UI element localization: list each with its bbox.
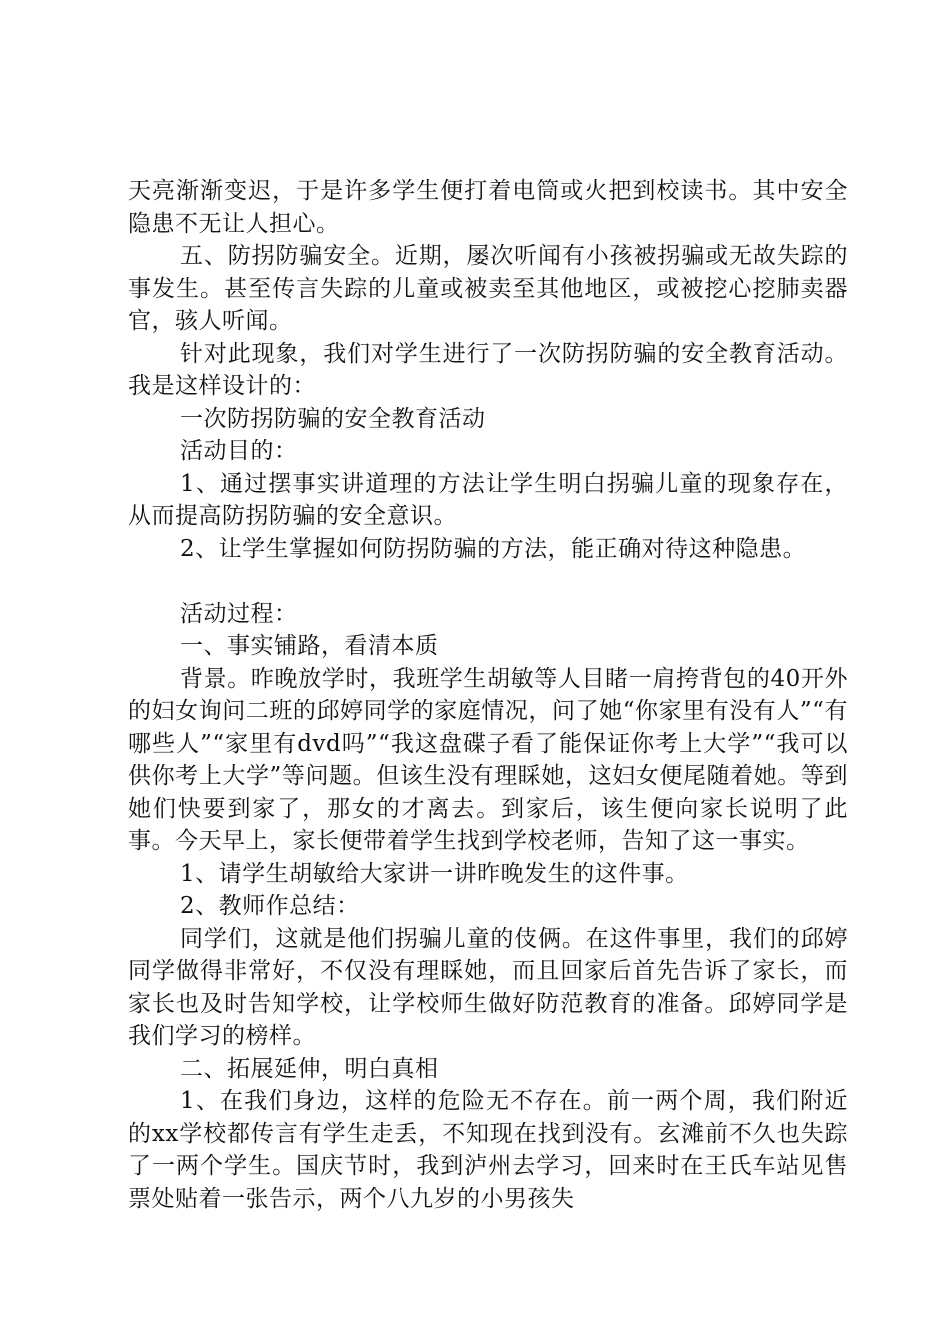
step-one-item-2: 2、教师作总结：	[180, 893, 360, 919]
step-one-heading: 一、事实铺路，看清本质	[180, 633, 439, 659]
paragraph-response: 针对此现象，我们对学生进行了一次防拐防骗的安全教育活动。我是这样设计的：	[128, 340, 848, 399]
objective-heading: 活动目的：	[180, 438, 298, 464]
paragraph-section-five: 五、防拐防骗安全。近期，屡次听闻有小孩被拐骗或无故失踪的事发生。甚至传言失踪的儿童或被卖至其他地区，或被挖心挖肺卖器官，骇人听闻。	[128, 243, 848, 334]
step-two-item-1: 1、在我们身边，这样的危险无不存在。前一两个周，我们附近的xx学校都传言有学生走丢，不知现在找到没有。玄滩前不久也失踪了一两个学生。国庆节时，我到泸州去学习，回来时在王氏车站见售票处贴着一张告示，两个八九岁的小男孩失	[128, 1088, 848, 1212]
step-two-heading: 二、拓展延伸，明白真相	[180, 1055, 439, 1082]
objective-item-2: 2、让学生掌握如何防拐防骗的方法，能正确对待这种隐患。	[180, 535, 807, 562]
objective-item-1: 1、通过摆事实讲道理的方法让学生明白拐骗儿童的现象存在，从而提高防拐防骗的安全意识。	[128, 470, 848, 529]
paragraph-continued: 天亮渐渐变迟，于是许多学生便打着电筒或火把到校读书。其中安全隐患不无让人担心。	[128, 178, 848, 237]
process-heading: 活动过程：	[180, 600, 298, 627]
blank-line	[128, 565, 848, 598]
teacher-summary: 同学们，这就是他们拐骗儿童的伎俩。在这件事里，我们的邱婷同学做得非常好，不仅没有理睬她，而且回家后首先告诉了家长，而家长也及时告知学校，让学校师生做好防范教育的准备。邱婷同学是我们学习的榜样。	[128, 925, 848, 1049]
background-paragraph: 背景。昨晚放学时，我班学生胡敏等人目睹一肩挎背包的40开外的妇女询问二班的邱婷同学的家庭情况，问了她“你家里有没有人”“有哪些人”“家里有dvd吗”“我这盘碟子看了能保证你考上大学”“我可以供你考上大学”等问题。但该生没有理睬她，这妇女便尾随着她。等到她们快要到家了，那女的才离去。到家后，该生便向家长说明了此事。今天早上，家长便带着学生找到学校老师，告知了这一事实。	[128, 665, 848, 854]
document-body	[128, 175, 848, 1215]
activity-title: 一次防拐防骗的安全教育活动	[180, 405, 486, 432]
step-one-item-1: 1、请学生胡敏给大家讲一讲昨晚发生的这件事。	[180, 860, 689, 887]
